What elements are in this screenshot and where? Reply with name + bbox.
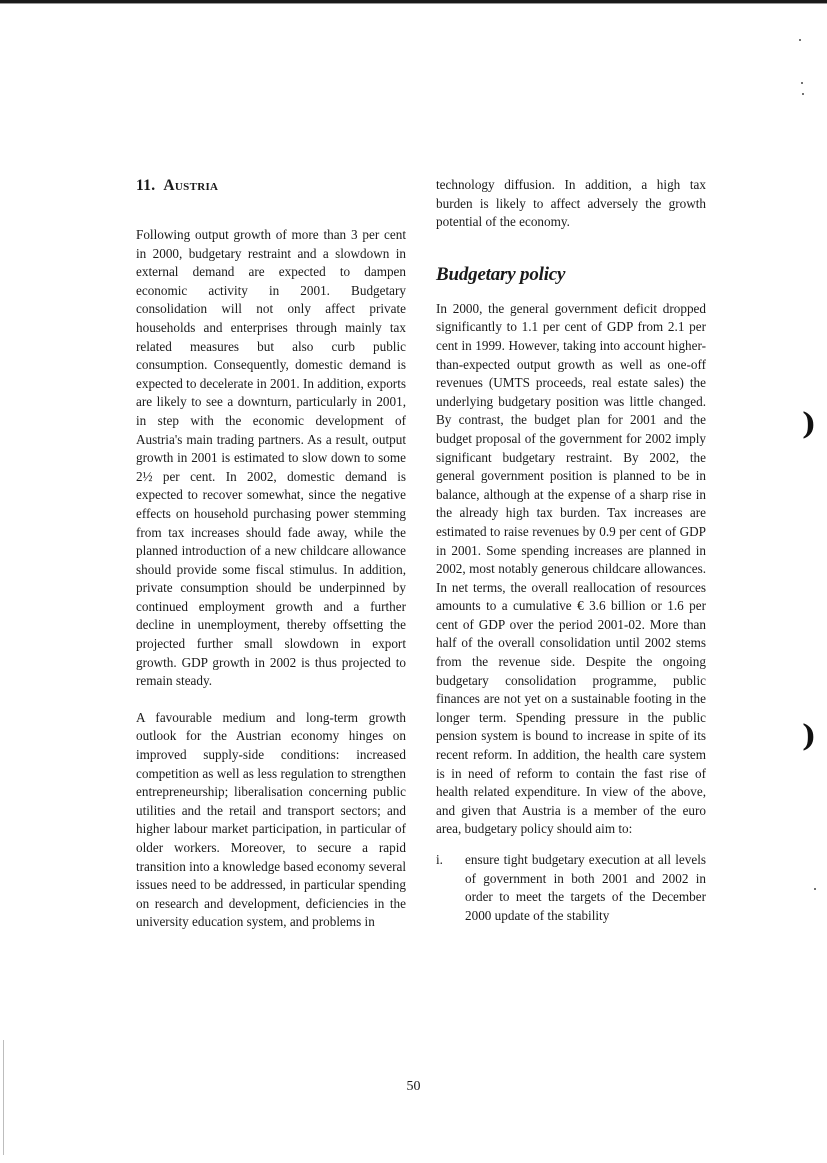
paragraph-gap	[136, 691, 406, 709]
section-number: 11.	[136, 177, 156, 194]
section-title: Austria	[163, 177, 219, 194]
list-marker: i.	[436, 852, 443, 867]
scan-left-edge	[3, 1040, 4, 1155]
scan-top-rule-shadow	[0, 3, 827, 4]
scan-speck	[799, 39, 801, 41]
scan-speck	[801, 82, 803, 84]
continued-paragraph: technology diffusion. In addition, a high tax burden is likely to affect adversely the growth potential of the economy.	[436, 177, 706, 230]
list-item	[436, 851, 706, 925]
left-column	[136, 226, 406, 932]
section-heading	[136, 177, 218, 195]
list-item-text: ensure tight budgetary execution at all levels of government in both 2001 and 2002 in order to meet the targets of the December 2000 update of the stability	[465, 852, 706, 923]
scan-speck	[802, 93, 804, 95]
body-paragraph: Following output growth of more than 3 per cent in 2000, budgetary restraint and a slowdown in external demand are expected to dampen economic activity in 2001. Budgetary consolidation will not only affect private households and enterprises through mainly tax related measures but also curb public consumption. Consequently, domestic demand is expected to decelerate in 2001. In addition, exports are likely to see a downturn, particularly in 2001, in step with the economic development of Austria's main trading partners. As a result, output growth in 2001 is estimated to slow down to some 2½ per cent. In 2002, domestic demand is expected to recover somewhat, since the negative effects on household purchasing power stemming from tax increases should fade away, while the planned introduction of a new childcare allowance should provide some fiscal stimulus. In addition, private consumption should be underpinned by continued employment growth and a further decline in unemployment, thereby offsetting the projected further small slowdown in export growth. GDP growth in 2002 is thus projected to remain steady.	[136, 227, 406, 689]
page-number: 50	[406, 1079, 421, 1094]
body-paragraph: In 2000, the general government deficit dropped significantly to 1.1 per cent of GDP from 2.1 per cent in 1999. However, taking into account higher-than-expected output growth as well as one-off revenues (UMTS proceeds, real estate sales) the underlying budgetary position was little changed. By contrast, the budget plan for 2001 and the budget proposal of the government for 2002 imply significant budgetary restraint. By 2002, the general government position is planned to be in balance, although at the expense of a sharp rise in the already high tax burden. Tax increases are estimated to raise revenues by 0.9 per cent of GDP in 2001. Some spending increases are planned in 2002, most notably generous childcare allowances. In net terms, the overall reallocation of resources amounts to a cumulative € 3.6 billion or 1.6 per cent of GDP over the period 2001-02. More than half of the overall consolidation until 2002 stems from the revenue side. Despite the ongoing budgetary consolidation programme, public finances are not yet on a sustainable footing in the longer term. Spending pressure in the public pension system is bound to increase in spite of its recent reform. In addition, the health care system is in need of reform to contain the fast rise of health related expenditure. In view of the above, and given that Austria is a member of the euro area, budgetary policy should aim to:	[436, 300, 706, 837]
scan-speck	[814, 888, 816, 890]
binder-hole-mark: )	[802, 719, 817, 754]
binder-hole-mark: )	[802, 407, 817, 442]
body-paragraph: A favourable medium and long-term growth outlook for the Austrian economy hinges on improved supply-side conditions: increased competition as well as less regulation to strengthen entrepreneurship; liberalisation concerning public utilities and the retail and transport sectors; and higher labour market participation, in particular of older workers. Moreover, to secure a rapid transition into a knowledge based economy several issues need to be addressed, in particular spending on research and development, deficiencies in the university education system, and problems in	[136, 709, 406, 930]
right-column	[436, 176, 706, 925]
subsection-heading: Budgetary policy	[436, 263, 566, 285]
